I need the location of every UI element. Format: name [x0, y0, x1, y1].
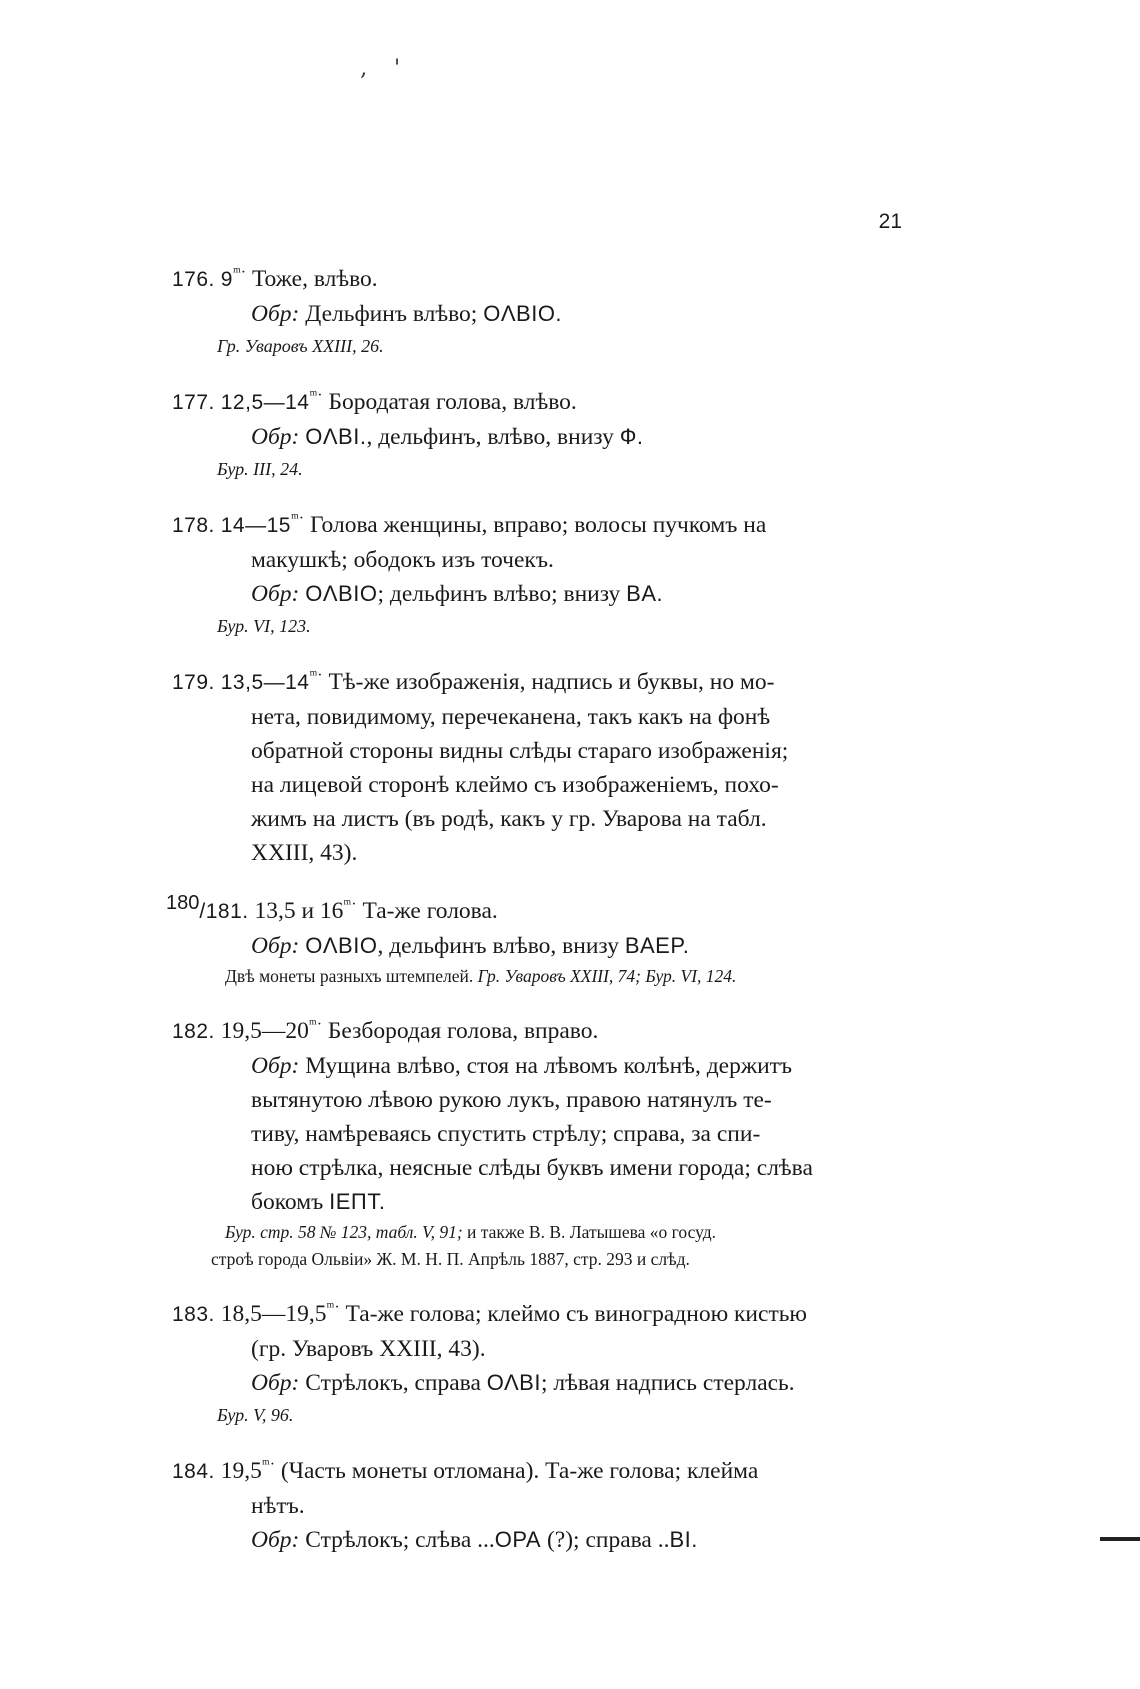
coin-legend-secondary: ΒΑ.: [626, 581, 664, 606]
coin-legend: ΟΛΒΙ: [486, 1370, 541, 1395]
obverse-description: Бородатая голова, влѣво.: [328, 389, 577, 415]
entry-description: Тѣ-же изображенія, надпись и буквы, но мо-: [328, 669, 775, 695]
reverse-label: Обр:: [251, 933, 300, 959]
entry-number-second: /181.: [199, 900, 249, 923]
description-line: обратной стороны видны слѣды стараго изображенія;: [251, 738, 789, 764]
entry-size: 9: [220, 268, 233, 291]
coin-legend: ΟΡΑ: [494, 1527, 542, 1552]
reference-citation: Гр. Уваровъ XXIII, 74; Бур. VI, 124.: [477, 966, 737, 986]
catalog-entries: [166, 262, 912, 1581]
bibliographic-reference: Бур. VI, 123.: [217, 616, 311, 636]
description-line: нета, повидимому, перечеканена, такъ какъ на фонѣ: [251, 704, 771, 730]
catalog-entry-177: [172, 385, 912, 484]
reference-citation: Бур. стр. 58 № 123, табл. V, 91;: [225, 1222, 463, 1242]
coin-legend-secondary: ΒΑΕΡ.: [624, 933, 690, 958]
description-line: на лицевой сторонѣ клеймо съ изображеніемъ, похо-: [251, 772, 779, 798]
size-unit: ᵐ·: [309, 387, 323, 405]
reverse-description: , дельфинъ, влѣво, внизу: [366, 424, 614, 450]
description-line: нѣтъ.: [251, 1493, 305, 1519]
size-unit: ᵐ·: [308, 1016, 323, 1034]
entry-size: 18,5—19,5: [220, 1301, 327, 1327]
catalog-entry-178: [172, 508, 912, 641]
coin-legend-secondary: ΒΙ.: [669, 1527, 698, 1552]
catalog-entry-184: [172, 1454, 912, 1557]
reverse-description-mid: (?); справа ..: [546, 1527, 670, 1553]
reverse-label: Обр:: [251, 581, 300, 607]
description-line: ною стрѣлка, неясные слѣды буквъ имени города; слѣва: [251, 1155, 813, 1181]
coin-legend: ΙΕΠΤ.: [329, 1189, 386, 1214]
entry-size: 13,5 и 16: [254, 898, 344, 924]
description-line: вытянутою лѣвою рукою лукъ, правою натянулъ те-: [251, 1087, 772, 1113]
entry-head: [172, 385, 912, 420]
reverse-description: Стрѣлокъ; слѣва ...: [305, 1527, 495, 1553]
reference-note: и также В. В. Латышева «о госуд.: [467, 1222, 717, 1242]
reverse-line: [172, 577, 912, 611]
reverse-line: [172, 1523, 912, 1557]
entry-size: 13,5—14: [220, 671, 310, 694]
page-number: 21: [878, 210, 902, 233]
bibliographic-reference: Гр. Уваровъ XXIII, 26.: [217, 336, 384, 356]
entry-number: 184.: [172, 1460, 215, 1483]
reverse-label: Обр:: [251, 1370, 300, 1396]
reverse-label: Обр:: [251, 1053, 300, 1079]
entry-number: 179.: [172, 671, 215, 694]
reverse-description: Дельфинъ влѣво;: [305, 301, 478, 327]
catalog-entry-182: [172, 1014, 912, 1273]
obverse-description: Та-же голова.: [362, 898, 498, 924]
reverse-line: [172, 1366, 912, 1400]
coin-legend: ОΛΒΙΟ: [305, 581, 378, 606]
entry-head: [172, 665, 912, 700]
reverse-label: Обр:: [251, 301, 300, 327]
description-text: бокомъ: [251, 1189, 324, 1215]
entry-head: [172, 1454, 912, 1489]
entry-size: 19,5—20: [220, 1018, 309, 1044]
reverse-line: [172, 420, 912, 454]
entry-head: [172, 1014, 912, 1049]
catalog-entry-179: [172, 665, 912, 870]
reverse-description: Мущина влѣво, стоя на лѣвомъ колѣнѣ, держитъ: [305, 1053, 793, 1079]
entry-number: 177.: [172, 391, 215, 414]
scan-edge-mark: [1100, 1537, 1140, 1541]
coin-legend-secondary: Ф.: [619, 424, 644, 449]
reverse-label: Обр:: [251, 1527, 300, 1553]
entry-size: 12,5—14: [220, 391, 310, 414]
entry-head: [172, 1297, 912, 1332]
coin-legend: ОΛΒΙ.: [305, 424, 367, 449]
size-unit: ᵐ·: [290, 510, 305, 528]
entry-number: 178.: [172, 514, 215, 537]
reverse-description: Стрѣлокъ, справа: [305, 1370, 481, 1396]
size-unit: ᵐ·: [309, 667, 323, 685]
coin-legend: ОΛΒΙΟ.: [483, 301, 563, 326]
catalog-entry-180-181: [166, 892, 912, 990]
obverse-continuation: макушкѣ; ободокъ изъ точекъ.: [251, 547, 554, 573]
reverse-line: [172, 929, 912, 963]
bibliographic-reference: Бур. V, 96.: [217, 1405, 294, 1425]
entry-head: [172, 262, 912, 297]
reverse-description: , дельфинъ влѣво, внизу: [377, 933, 619, 959]
entry-size: 14—15: [220, 514, 291, 537]
obverse-description: Безбородая голова, вправо.: [327, 1018, 599, 1044]
coin-legend: ОΛΒΙΟ: [305, 933, 378, 958]
size-unit: ᵐ·: [326, 1299, 340, 1317]
catalog-entry-176: [172, 262, 912, 361]
bibliographic-reference: [172, 963, 912, 990]
reverse-line: [172, 297, 912, 331]
entry-description: (Часть монеты отломана). Та-же голова; клейма: [280, 1458, 759, 1484]
entry-head: [166, 894, 912, 929]
bibliographic-reference: [172, 1219, 912, 1246]
entry-size: 19,5: [220, 1458, 262, 1484]
obverse-description: Тоже, влѣво.: [251, 266, 378, 292]
size-unit: ᵐ·: [232, 264, 247, 282]
reverse-label: Обр:: [251, 424, 300, 450]
entry-description: Та-же голова; клеймо съ виноградною кистью: [345, 1301, 807, 1327]
description-line: тиву, намѣреваясь спустить стрѣлу; справа, за спи-: [251, 1121, 761, 1147]
bibliographic-reference: Бур. III, 24.: [217, 459, 303, 479]
reverse-line: [172, 1049, 912, 1083]
bibliographic-reference-continuation: строѣ города Ольвіи» Ж. М. Н. П. Апрѣль 1887, стр. 293 и слѣд.: [211, 1249, 690, 1269]
size-unit: ᵐ·: [261, 1456, 276, 1474]
size-unit: ᵐ·: [343, 896, 357, 914]
description-line: XXIII, 43).: [251, 840, 358, 866]
reverse-description-end: ; лѣвая надпись стерлась.: [540, 1370, 795, 1396]
catalog-entry-183: [172, 1297, 912, 1430]
obverse-description: Голова женщины, вправо; волосы пучкомъ на: [310, 512, 767, 538]
description-line: [172, 1185, 912, 1219]
description-line: (гр. Уваровъ XXIII, 43).: [251, 1336, 486, 1362]
description-line: жимъ на листъ (въ родѣ, какъ у гр. Уварова на табл.: [251, 806, 767, 832]
entry-number: 183.: [172, 1303, 215, 1326]
scan-mark: ‚ ': [360, 56, 411, 81]
entry-number: 182.: [172, 1020, 215, 1043]
reference-note: Двѣ монеты разныхъ штемпелей.: [225, 966, 474, 986]
entry-head: [172, 508, 912, 543]
reverse-description: ; дельфинъ влѣво; внизу: [377, 581, 621, 607]
entry-number: 176.: [172, 268, 215, 291]
entry-number-first: 180: [166, 892, 200, 915]
